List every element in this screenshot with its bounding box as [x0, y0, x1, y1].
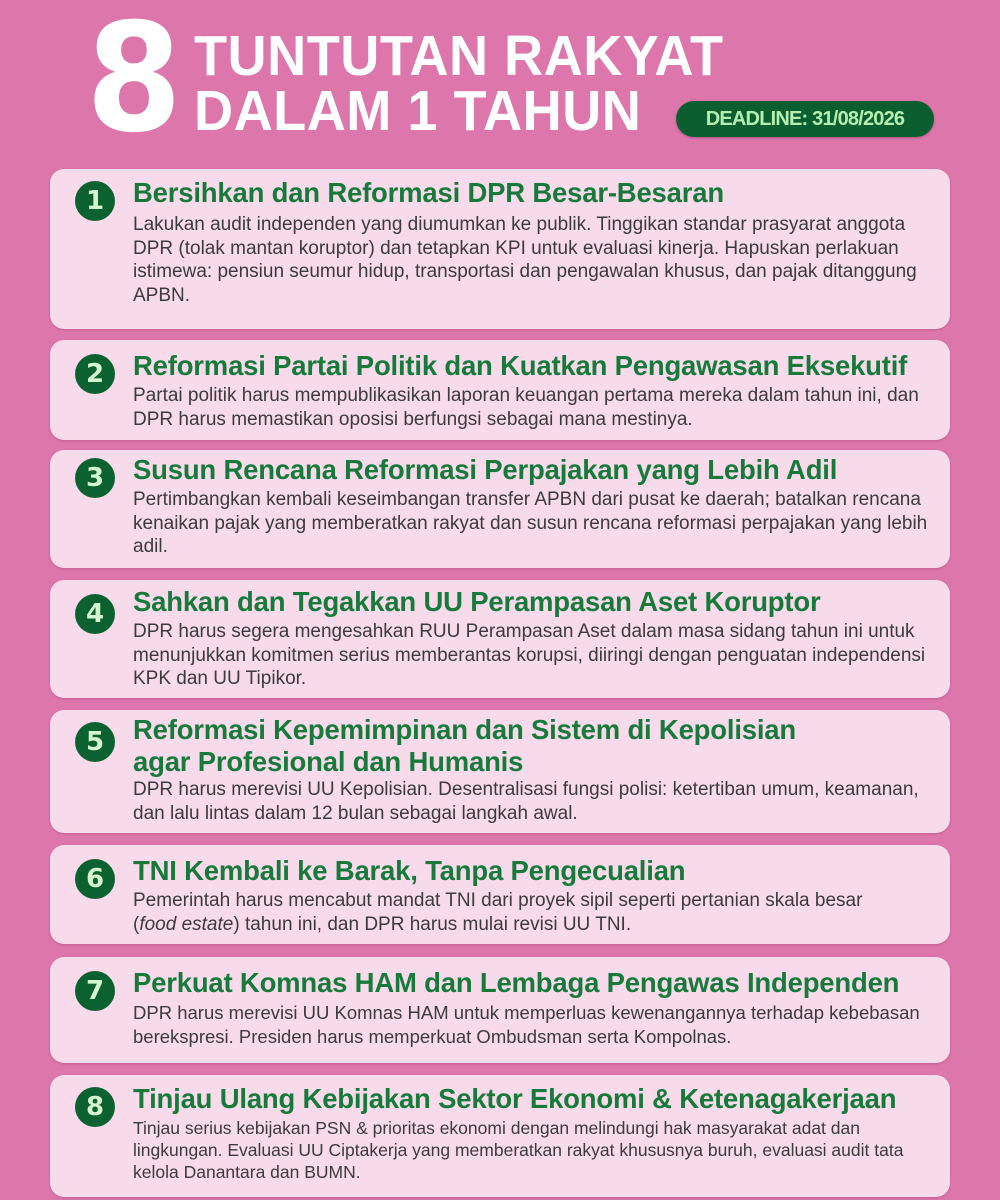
- number-badge-icon: 7: [75, 971, 115, 1011]
- number-badge-icon: 5: [75, 722, 115, 762]
- demand-title: Perkuat Komnas HAM dan Lembaga Pengawas Independen: [133, 967, 900, 998]
- demand-body: Tinjau serius kebijakan PSN & prioritas ekonomi dengan melindungi hak masyarakat adat dan lingkungan. Evaluasi UU Ciptakerja yang memberatkan rakyat khususnya buruh, evaluasi audit tata kelola Danantara dan BUMN.: [133, 1118, 904, 1182]
- number-badge-icon: 4: [75, 594, 115, 634]
- number-badge-icon: 2: [75, 354, 115, 394]
- demand-body: Pemerintah harus mencabut mandat TNI dari proyek sipil seperti pertanian skala besar (food estate) tahun ini, dan DPR harus mulai revisi UU TNI.: [133, 890, 863, 935]
- demand-body: DPR harus merevisi UU Komnas HAM untuk memperluas kewenangannya terhadap kebebasan berekspresi. Presiden harus memperkuat Ombudsman serta Kompolnas.: [133, 1002, 920, 1047]
- demand-body: Pertimbangkan kembali keseimbangan transfer APBN dari pusat ke daerah; batalkan rencana kenaikan pajak yang memberatkan rakyat dan susun rencana reformasi perpajakan yang lebih adil.: [133, 489, 928, 557]
- deadline-badge: DEADLINE: 31/08/2026: [676, 101, 934, 137]
- demand-card-1: [50, 169, 950, 329]
- demand-card-5: [50, 710, 950, 833]
- demand-body: Lakukan audit independen yang diumumkan ke publik. Tinggikan standar prasyarat anggota DPR (tolak mantan koruptor) dan tetapkan KPI untuk evaluasi kinerja. Hapuskan perlakuan istimewa: pensiun seumur hidup, transportasi dan pengawalan khusus, dan pajak ditanggung APBN.: [133, 214, 917, 306]
- title-line-2: DALAM 1 TAHUN: [194, 79, 642, 143]
- header: [0, 0, 1000, 166]
- demand-body: DPR harus merevisi UU Kepolisian. Desentralisasi fungsi polisi: ketertiban umum, keamanan, dan lalu lintas dalam 12 bulan sebagai langkah awal.: [133, 779, 919, 824]
- number-badge-icon: 6: [75, 859, 115, 899]
- demand-title: TNI Kembali ke Barak, Tanpa Pengecualian: [133, 855, 686, 886]
- demand-card-8: [50, 1075, 950, 1197]
- demand-title: Reformasi Kepemimpinan dan Sistem di Kepolisian agar Profesional dan Humanis: [133, 714, 796, 777]
- number-badge-icon: 1: [75, 181, 115, 221]
- demand-body: Partai politik harus mempublikasikan laporan keuangan pertama mereka dalam tahun ini, dan DPR harus memastikan oposisi berfungsi sebagai mana mestinya.: [133, 385, 919, 430]
- demand-title: Tinjau Ulang Kebijakan Sektor Ekonomi & Ketenagakerjaan: [133, 1083, 897, 1114]
- demand-title: Sahkan dan Tegakkan UU Perampasan Aset Koruptor: [133, 586, 821, 617]
- demand-card-3: [50, 450, 950, 568]
- demand-card-6: [50, 845, 950, 944]
- italic-term: food estate: [139, 913, 234, 935]
- demand-card-2: [50, 340, 950, 440]
- demand-card-4: [50, 580, 950, 698]
- demand-body: DPR harus segera mengesahkan RUU Perampasan Aset dalam masa sidang tahun ini untuk menunjukkan komitmen serius memberantas korupsi, diiringi dengan penguatan independensi KPK dan UU Tipikor.: [133, 621, 926, 689]
- number-badge-icon: 8: [75, 1087, 115, 1127]
- demand-title: Reformasi Partai Politik dan Kuatkan Pengawasan Eksekutif: [133, 350, 908, 381]
- big-number: 8: [86, 0, 179, 166]
- demand-title: Bersihkan dan Reformasi DPR Besar-Besaran: [133, 177, 724, 208]
- title-line-1: TUNTUTAN RAKYAT: [194, 24, 724, 88]
- demand-card-7: [50, 957, 950, 1063]
- number-badge-icon: 3: [75, 458, 115, 498]
- demand-title: Susun Rencana Reformasi Perpajakan yang Lebih Adil: [133, 454, 838, 485]
